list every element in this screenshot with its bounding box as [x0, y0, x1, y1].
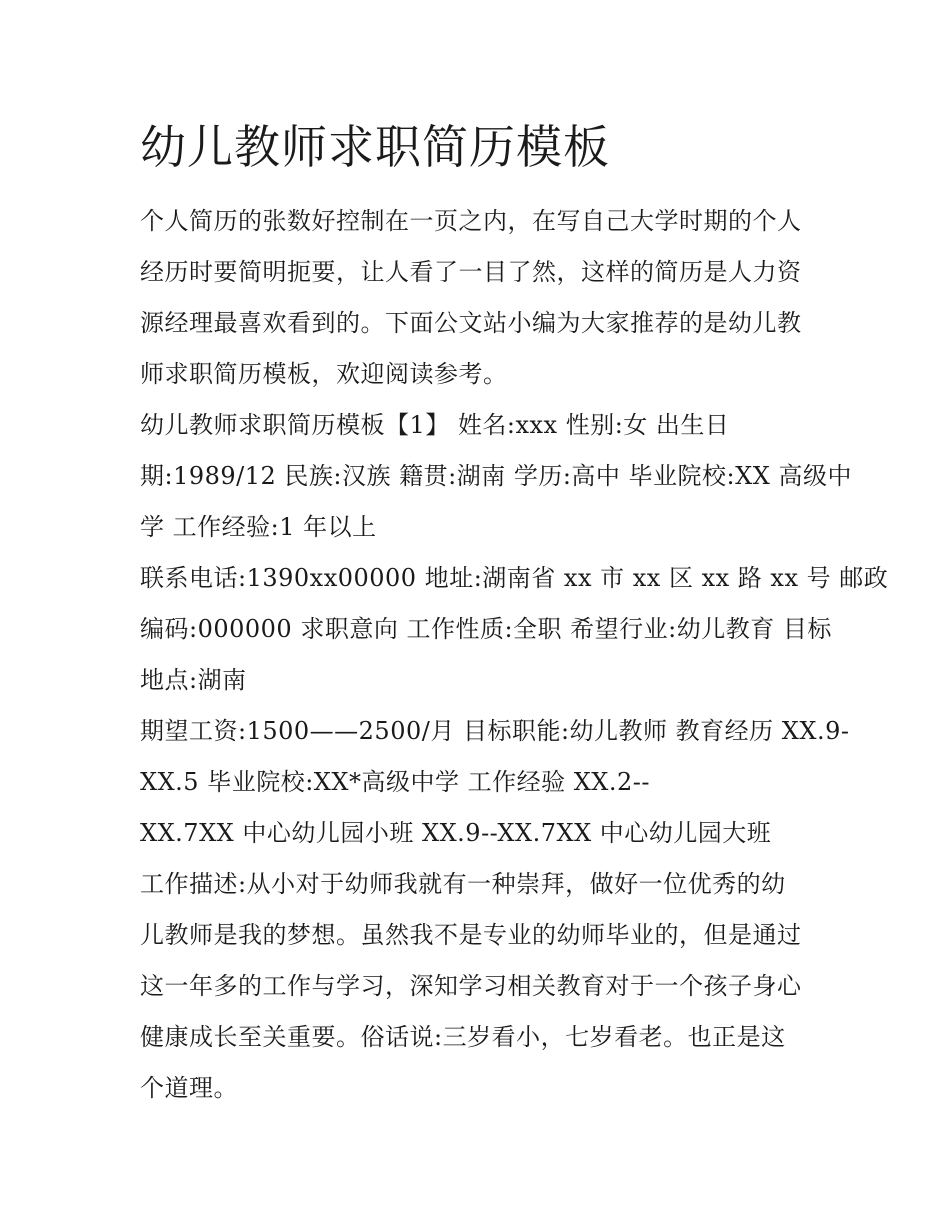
document-page: [140, 112, 889, 1114]
personal-info-paragraph: [140, 400, 852, 553]
text-line: XX.7XX 中心幼儿园小班 XX.9--XX.7XX 中心幼儿园大班: [140, 819, 772, 847]
salary-education-paragraph: [140, 706, 850, 859]
text-line: 这一年多的工作与学习，深知学习相关教育对于一个孩子身心: [140, 972, 802, 1000]
text-line: 工作描述:从小对于幼师我就有一种崇拜，做好一位优秀的幼: [140, 870, 786, 898]
text-line: 联系电话:1390xx00000 地址:湖南省 xx 市 xx 区 xx 路 xx 号 邮政: [140, 564, 889, 592]
work-description-paragraph: [140, 859, 820, 1114]
text-line: 学 工作经验:1 年以上: [140, 513, 377, 541]
text-line: 健康成长至关重要。俗话说:三岁看小，七岁看老。也正是这: [140, 1023, 786, 1051]
document-title: 幼儿教师求职简历模板: [140, 120, 610, 174]
contact-paragraph: [140, 553, 889, 706]
text-line: 期望工资:1500——2500/月 目标职能:幼儿教师 教育经历 XX.9-: [140, 717, 850, 745]
text-line: 编码:000000 求职意向 工作性质:全职 希望行业:幼儿教育 目标: [140, 615, 832, 643]
text-line: 个道理。: [140, 1074, 238, 1102]
text-line: 师求职简历模板，欢迎阅读参考。: [140, 360, 508, 388]
text-line: 地点:湖南: [140, 666, 247, 694]
text-line: 期:1989/12 民族:汉族 籍贯:湖南 学历:高中 毕业院校:XX 高级中: [140, 462, 852, 490]
text-line: 经历时要简明扼要，让人看了一目了然，这样的简历是人力资: [140, 258, 802, 286]
text-line: XX.5 毕业院校:XX*高级中学 工作经验 XX.2--: [140, 768, 651, 796]
text-line: 儿教师是我的梦想。虽然我不是专业的幼师毕业的，但是通过: [140, 921, 802, 949]
intro-paragraph: [140, 196, 820, 400]
text-line: 幼儿教师求职简历模板【1】 姓名:xxx 性别:女 出生日: [140, 411, 730, 439]
text-line: 个人简历的张数好控制在一页之内，在写自己大学时期的个人: [140, 207, 802, 235]
text-line: 源经理最喜欢看到的。下面公文站小编为大家推荐的是幼儿教: [140, 309, 802, 337]
